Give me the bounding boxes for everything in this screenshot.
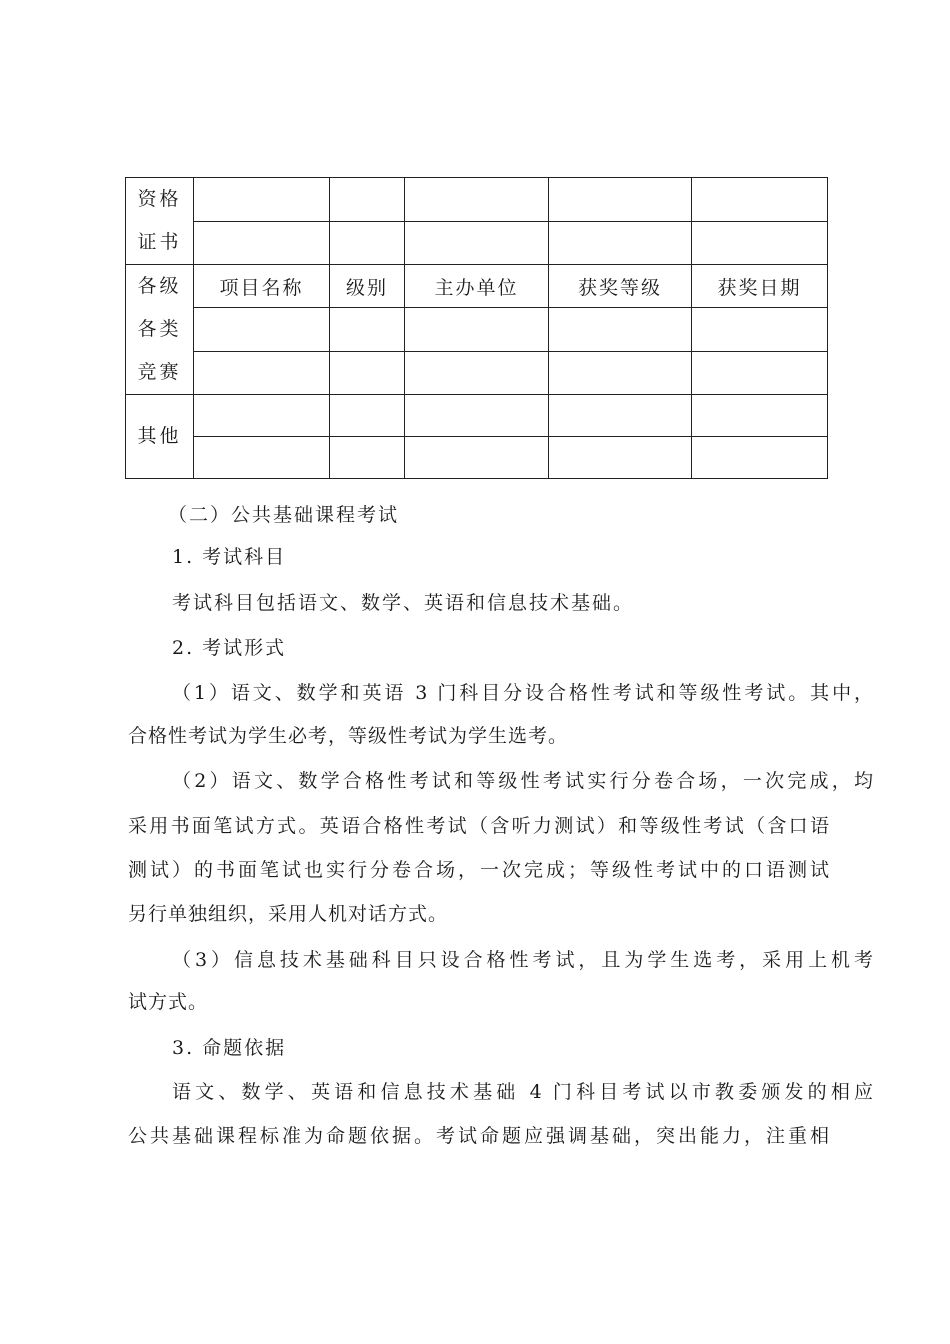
table-cell[interactable] bbox=[330, 178, 405, 222]
table-cell[interactable] bbox=[330, 351, 405, 394]
table-cell[interactable] bbox=[549, 437, 692, 479]
table-row bbox=[126, 265, 828, 308]
paragraph-line: 试方式。 bbox=[128, 991, 209, 1013]
column-header-project-name: 项目名称 bbox=[194, 265, 330, 308]
table-cell[interactable] bbox=[194, 178, 330, 222]
table-cell[interactable] bbox=[692, 437, 828, 479]
table-cell[interactable] bbox=[692, 178, 828, 222]
row-label-certificate: 资格 证书 bbox=[126, 178, 194, 265]
row-label-competitions: 各级 各类 竞赛 bbox=[126, 265, 194, 395]
section-title: （二）公共基础课程考试 bbox=[168, 504, 400, 526]
table-row bbox=[126, 308, 828, 351]
paragraph-line: 合格性考试为学生必考，等级性考试为学生选考。 bbox=[128, 725, 569, 747]
table-cell[interactable] bbox=[692, 308, 828, 351]
table-cell[interactable] bbox=[330, 437, 405, 479]
paragraph-line: 语文、数学、英语和信息技术基础 4 门科目考试以市教委颁发的相应 bbox=[172, 1081, 874, 1103]
subheading-exam-format: 2. 考试形式 bbox=[172, 637, 287, 659]
table-cell[interactable] bbox=[405, 351, 549, 394]
column-header-organizer: 主办单位 bbox=[405, 265, 549, 308]
table-cell[interactable] bbox=[405, 178, 549, 222]
table-cell[interactable] bbox=[194, 351, 330, 394]
table-cell[interactable] bbox=[194, 221, 330, 265]
form-table bbox=[125, 177, 828, 479]
column-header-award-date: 获奖日期 bbox=[692, 265, 828, 308]
table-cell[interactable] bbox=[549, 351, 692, 394]
table-cell[interactable] bbox=[330, 221, 405, 265]
paragraph-line: 采用书面笔试方式。英语合格性考试（含听力测试）和等级性考试（含口语 bbox=[128, 815, 830, 837]
table-cell[interactable] bbox=[405, 437, 549, 479]
paragraph-exam-subjects: 考试科目包括语文、数学、英语和信息技术基础。 bbox=[172, 592, 635, 614]
table-cell[interactable] bbox=[194, 437, 330, 479]
subheading-proposition-basis: 3. 命题依据 bbox=[172, 1037, 287, 1059]
paragraph-line: （1）语文、数学和英语 3 门科目分设合格性考试和等级性考试。其中， bbox=[172, 682, 874, 704]
table-row bbox=[126, 437, 828, 479]
table-cell[interactable] bbox=[194, 395, 330, 437]
table-cell[interactable] bbox=[405, 221, 549, 265]
table-row bbox=[126, 395, 828, 437]
table-row bbox=[126, 178, 828, 222]
table-cell[interactable] bbox=[549, 395, 692, 437]
paragraph-line: （2）语文、数学合格性考试和等级性考试实行分卷合场，一次完成，均 bbox=[172, 770, 874, 792]
table-cell[interactable] bbox=[692, 221, 828, 265]
column-header-award-grade: 获奖等级 bbox=[549, 265, 692, 308]
table-cell[interactable] bbox=[692, 351, 828, 394]
table-row bbox=[126, 351, 828, 394]
table-cell[interactable] bbox=[330, 308, 405, 351]
table-cell[interactable] bbox=[692, 395, 828, 437]
paragraph-line: 测试）的书面笔试也实行分卷合场，一次完成；等级性考试中的口语测试 bbox=[128, 859, 830, 881]
table-cell[interactable] bbox=[330, 395, 405, 437]
row-label-other: 其他 bbox=[126, 395, 194, 479]
table-cell[interactable] bbox=[549, 221, 692, 265]
subheading-exam-subjects: 1. 考试科目 bbox=[172, 546, 287, 568]
table-cell[interactable] bbox=[549, 178, 692, 222]
paragraph-line: 另行单独组织，采用人机对话方式。 bbox=[128, 903, 449, 925]
table-row bbox=[126, 221, 828, 265]
table-cell[interactable] bbox=[405, 308, 549, 351]
paragraph-line: 公共基础课程标准为命题依据。考试命题应强调基础，突出能力，注重相 bbox=[128, 1125, 830, 1147]
table-cell[interactable] bbox=[549, 308, 692, 351]
table-cell[interactable] bbox=[194, 308, 330, 351]
table-cell[interactable] bbox=[405, 395, 549, 437]
column-header-level: 级别 bbox=[330, 265, 405, 308]
paragraph-line: （3）信息技术基础科目只设合格性考试，且为学生选考，采用上机考 bbox=[172, 949, 874, 971]
